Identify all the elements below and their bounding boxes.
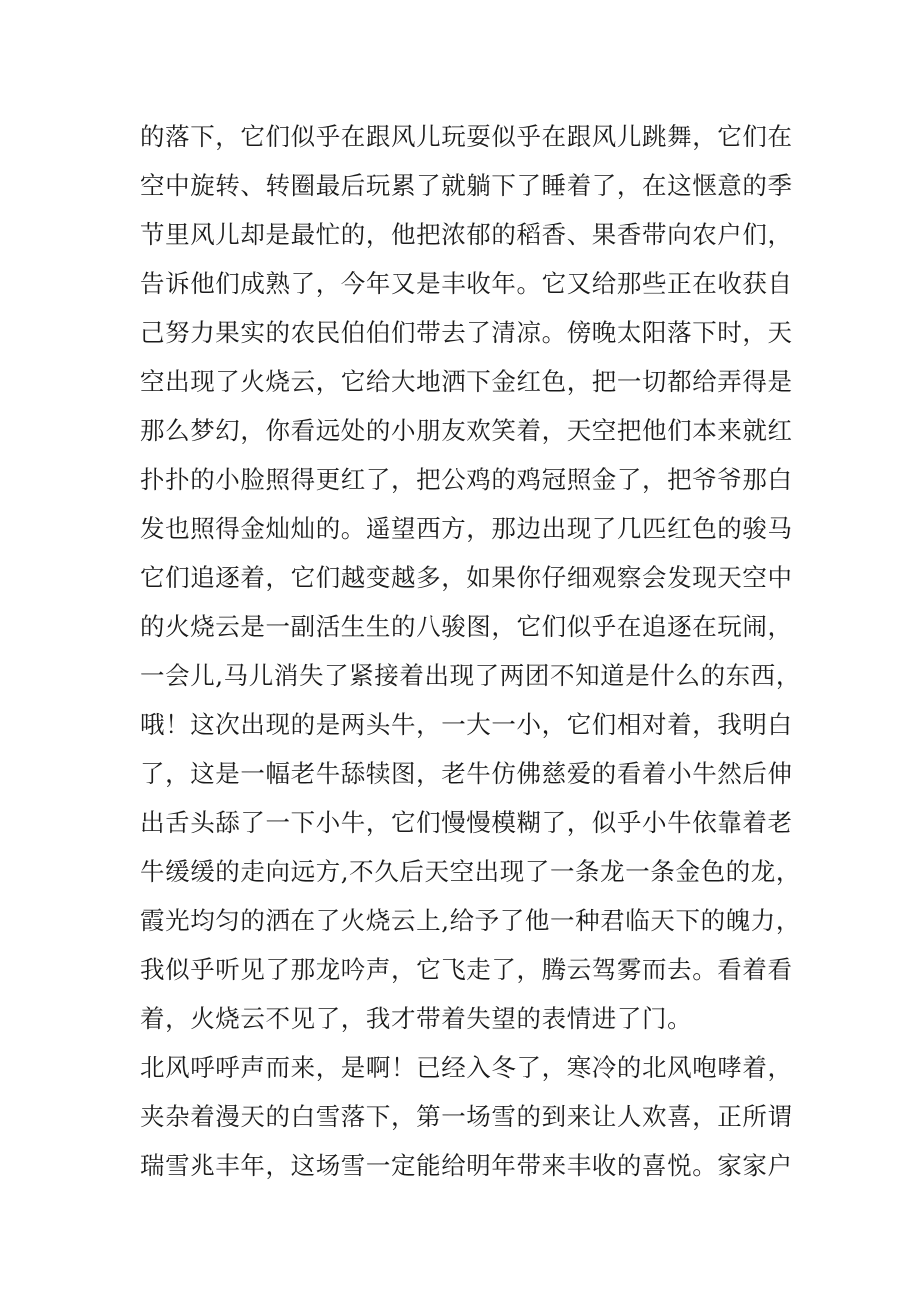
text-line: 北风呼呼声而来，是啊！已经入冬了，寒冷的北风咆哮着， xyxy=(140,1053,793,1082)
text-line: 扑扑的小脸照得更红了，把公鸡的鸡冠照金了，把爷爷那白 xyxy=(140,465,793,494)
text-line: 霞光均匀的洒在了火烧云上,给予了他一种君临天下的魄力， xyxy=(140,906,801,935)
text-line: 告诉他们成熟了，今年又是丰收年。它又给那些正在收获自 xyxy=(140,269,793,298)
text-line: 牛缓缓的走向远方,不久后天空出现了一条龙一条金色的龙， xyxy=(140,857,801,886)
text-line: 己努力果实的农民伯伯们带去了清凉。傍晚太阳落下时，天 xyxy=(140,318,793,347)
text-line: 节里风儿却是最忙的，他把浓郁的稻香、果香带向农户们， xyxy=(140,220,793,249)
text-line: 了，这是一幅老牛舔犊图，老牛仿佛慈爱的看着小牛然后伸 xyxy=(140,759,793,788)
text-line: 的落下，它们似乎在跟风儿玩耍似乎在跟风儿跳舞，它们在 xyxy=(140,122,793,151)
text-line: 它们追逐着，它们越变越多，如果你仔细观察会发现天空中 xyxy=(140,563,793,592)
text-line: 夹杂着漫天的白雪落下，第一场雪的到来让人欢喜，正所谓 xyxy=(140,1102,793,1131)
text-line: 那么梦幻，你看远处的小朋友欢笑着，天空把他们本来就红 xyxy=(140,416,793,445)
paragraph-autumn-clouds xyxy=(140,112,800,1043)
text-line: 出舌头舔了一下小牛，它们慢慢模糊了，似乎小牛依靠着老 xyxy=(140,808,793,837)
text-line: 瑞雪兆丰年，这场雪一定能给明年带来丰收的喜悦。家家户 xyxy=(140,1151,793,1180)
text-line: 一会儿,马儿消失了紧接着出现了两团不知道是什么的东西， xyxy=(140,661,801,690)
document-body xyxy=(140,112,800,1190)
text-line: 空出现了火烧云，它给大地洒下金红色，把一切都给弄得是 xyxy=(140,367,793,396)
text-line: 哦！这次出现的是两头牛，一大一小，它们相对着，我明白 xyxy=(140,710,793,739)
paragraph-winter-snow xyxy=(140,1043,800,1190)
text-line: 发也照得金灿灿的。遥望西方，那边出现了几匹红色的骏马 xyxy=(140,514,793,543)
text-line: 的火烧云是一副活生生的八骏图，它们似乎在追逐在玩闹， xyxy=(140,612,793,641)
text-line: 我似乎听见了那龙吟声，它飞走了，腾云驾雾而去。看着看 xyxy=(140,955,793,984)
text-line: 着，火烧云不见了，我才带着失望的表情进了门。 xyxy=(140,1004,693,1033)
text-line: 空中旋转、转圈最后玩累了就躺下了睡着了，在这惬意的季 xyxy=(140,171,793,200)
